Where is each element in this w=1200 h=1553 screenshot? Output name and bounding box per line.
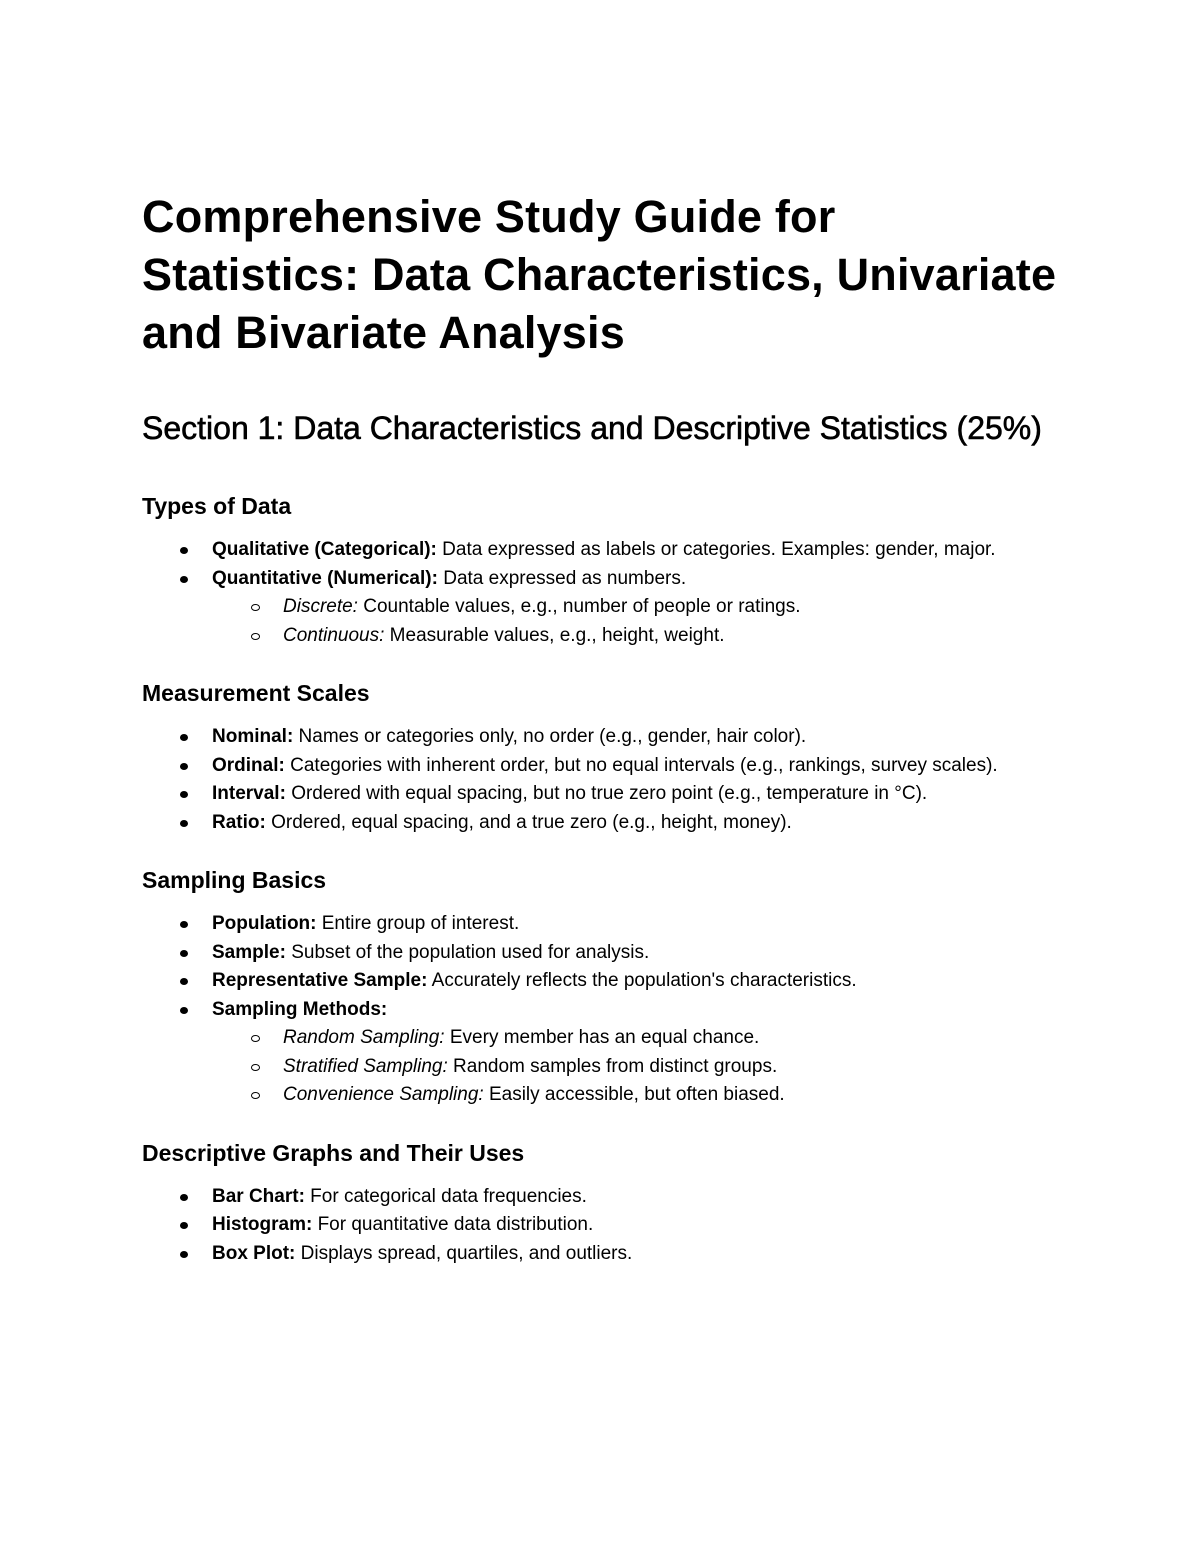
sub-list-item-text: Every member has an equal chance. — [444, 1027, 760, 1048]
sub-list — [212, 1024, 1062, 1110]
bullet-icon — [180, 1222, 188, 1229]
list-item-term: Histogram: — [212, 1214, 313, 1235]
sub-list-item — [142, 1053, 1062, 1082]
list-item-term: Sample: — [212, 941, 286, 963]
list-item-text: Displays spread, quartiles, and outliers. — [295, 1242, 633, 1264]
hollow-bullet-icon — [251, 1092, 260, 1099]
sub-list-item-text: Measurable values, e.g., height, weight. — [384, 624, 725, 646]
list-item — [142, 1240, 1062, 1269]
document-page — [142, 188, 1062, 1268]
list-item-term: Interval: — [212, 783, 286, 804]
section-heading: Section 1: Data Characteristics and Descriptive Statistics (25%) — [142, 410, 1042, 446]
list-item-text: For categorical data frequencies. — [304, 1185, 587, 1207]
bullet-icon — [180, 734, 188, 741]
sub-list-item-term: Stratified Sampling: — [283, 1055, 448, 1077]
list-item-term: Bar Chart: — [212, 1185, 305, 1207]
bullet-icon — [180, 1007, 188, 1014]
list-item-text: Subset of the population used for analysis. — [285, 941, 650, 963]
bullet-icon — [180, 547, 188, 554]
list-item-text: Accurately reflects the population's characteristics. — [427, 970, 857, 991]
list-item-text: Entire group of interest. — [316, 913, 520, 934]
list-item-text: Categories with inherent order, but no equal intervals (e.g., rankings, survey scales). — [284, 754, 998, 776]
list-item-text: Names or categories only, no order (e.g., gender, hair color). — [293, 726, 807, 747]
types-of-data-section — [142, 491, 1062, 650]
document-title: Comprehensive Study Guide for Statistics: Data Characteristics, Univariate and Bivariate Analysis — [142, 191, 1057, 358]
sampling-basics-list — [142, 910, 1062, 1110]
sub-list-item-term: Convenience Sampling: — [283, 1084, 484, 1105]
list-item — [142, 565, 1062, 651]
list-item-term: Population: — [212, 913, 317, 934]
bullet-icon — [180, 921, 188, 928]
list-item-term: Box Plot: — [212, 1242, 296, 1264]
bullet-icon — [180, 791, 188, 798]
sub-list-item — [142, 593, 1062, 622]
sampling-basics-heading: Sampling Basics — [142, 867, 327, 893]
hollow-bullet-icon — [251, 1064, 260, 1071]
list-item — [142, 809, 1062, 838]
list-item-term: Quantitative (Numerical): — [212, 567, 438, 589]
list-item — [142, 967, 1062, 996]
bullet-icon — [180, 978, 188, 985]
descriptive-graphs-heading: Descriptive Graphs and Their Uses — [142, 1139, 525, 1166]
list-item-text: Ordered, equal spacing, and a true zero (e.g., height, money). — [265, 811, 792, 833]
sub-list-item — [142, 622, 1062, 651]
bullet-icon — [180, 1194, 188, 1201]
list-item — [142, 536, 1062, 565]
types-of-data-heading: Types of Data — [142, 493, 292, 519]
types-of-data-list — [142, 536, 1062, 650]
list-item-term: Ratio: — [212, 811, 266, 833]
list-item-text: For quantitative data distribution. — [312, 1214, 594, 1235]
bullet-icon — [180, 1251, 188, 1258]
list-item — [142, 780, 1062, 809]
bullet-icon — [180, 576, 188, 583]
list-item-term: Nominal: — [212, 726, 294, 747]
sub-list — [212, 593, 1062, 650]
sub-list-item-term: Continuous: — [283, 624, 385, 646]
list-item — [142, 1183, 1062, 1212]
list-item — [142, 723, 1062, 752]
measurement-scales-section — [142, 678, 1062, 837]
descriptive-graphs-list — [142, 1183, 1062, 1269]
bullet-icon — [180, 820, 188, 827]
list-item — [142, 939, 1062, 968]
bullet-icon — [180, 763, 188, 770]
sampling-basics-section — [142, 865, 1062, 1110]
list-item — [142, 910, 1062, 939]
list-item — [142, 1211, 1062, 1240]
bullet-icon — [180, 950, 188, 957]
sub-list-item — [142, 1081, 1062, 1110]
hollow-bullet-icon — [251, 1035, 260, 1042]
sub-list-item-text: Random samples from distinct groups. — [447, 1055, 778, 1077]
list-item — [142, 752, 1062, 781]
list-item-term: Qualitative (Categorical): — [212, 539, 437, 560]
sub-list-item-term: Random Sampling: — [283, 1027, 445, 1048]
sub-list-item-term: Discrete: — [283, 596, 358, 617]
sub-list-item-text: Countable values, e.g., number of people or ratings. — [357, 596, 801, 617]
measurement-scales-heading: Measurement Scales — [142, 680, 370, 706]
list-item-term: Representative Sample: — [212, 970, 428, 991]
descriptive-graphs-section — [142, 1138, 1062, 1269]
hollow-bullet-icon — [251, 633, 260, 640]
list-item — [142, 996, 1062, 1110]
sub-list-item — [142, 1024, 1062, 1053]
list-item-text: Ordered with equal spacing, but no true zero point (e.g., temperature in °C). — [285, 783, 928, 804]
sub-list-item-text: Easily accessible, but often biased. — [483, 1084, 785, 1105]
list-item-text: Data expressed as labels or categories. Examples: gender, major. — [436, 539, 996, 560]
list-item-text: Data expressed as numbers. — [437, 567, 687, 589]
measurement-scales-list — [142, 723, 1062, 837]
list-item-term: Ordinal: — [212, 754, 285, 776]
list-item-term: Sampling Methods: — [212, 998, 388, 1020]
hollow-bullet-icon — [251, 604, 260, 611]
